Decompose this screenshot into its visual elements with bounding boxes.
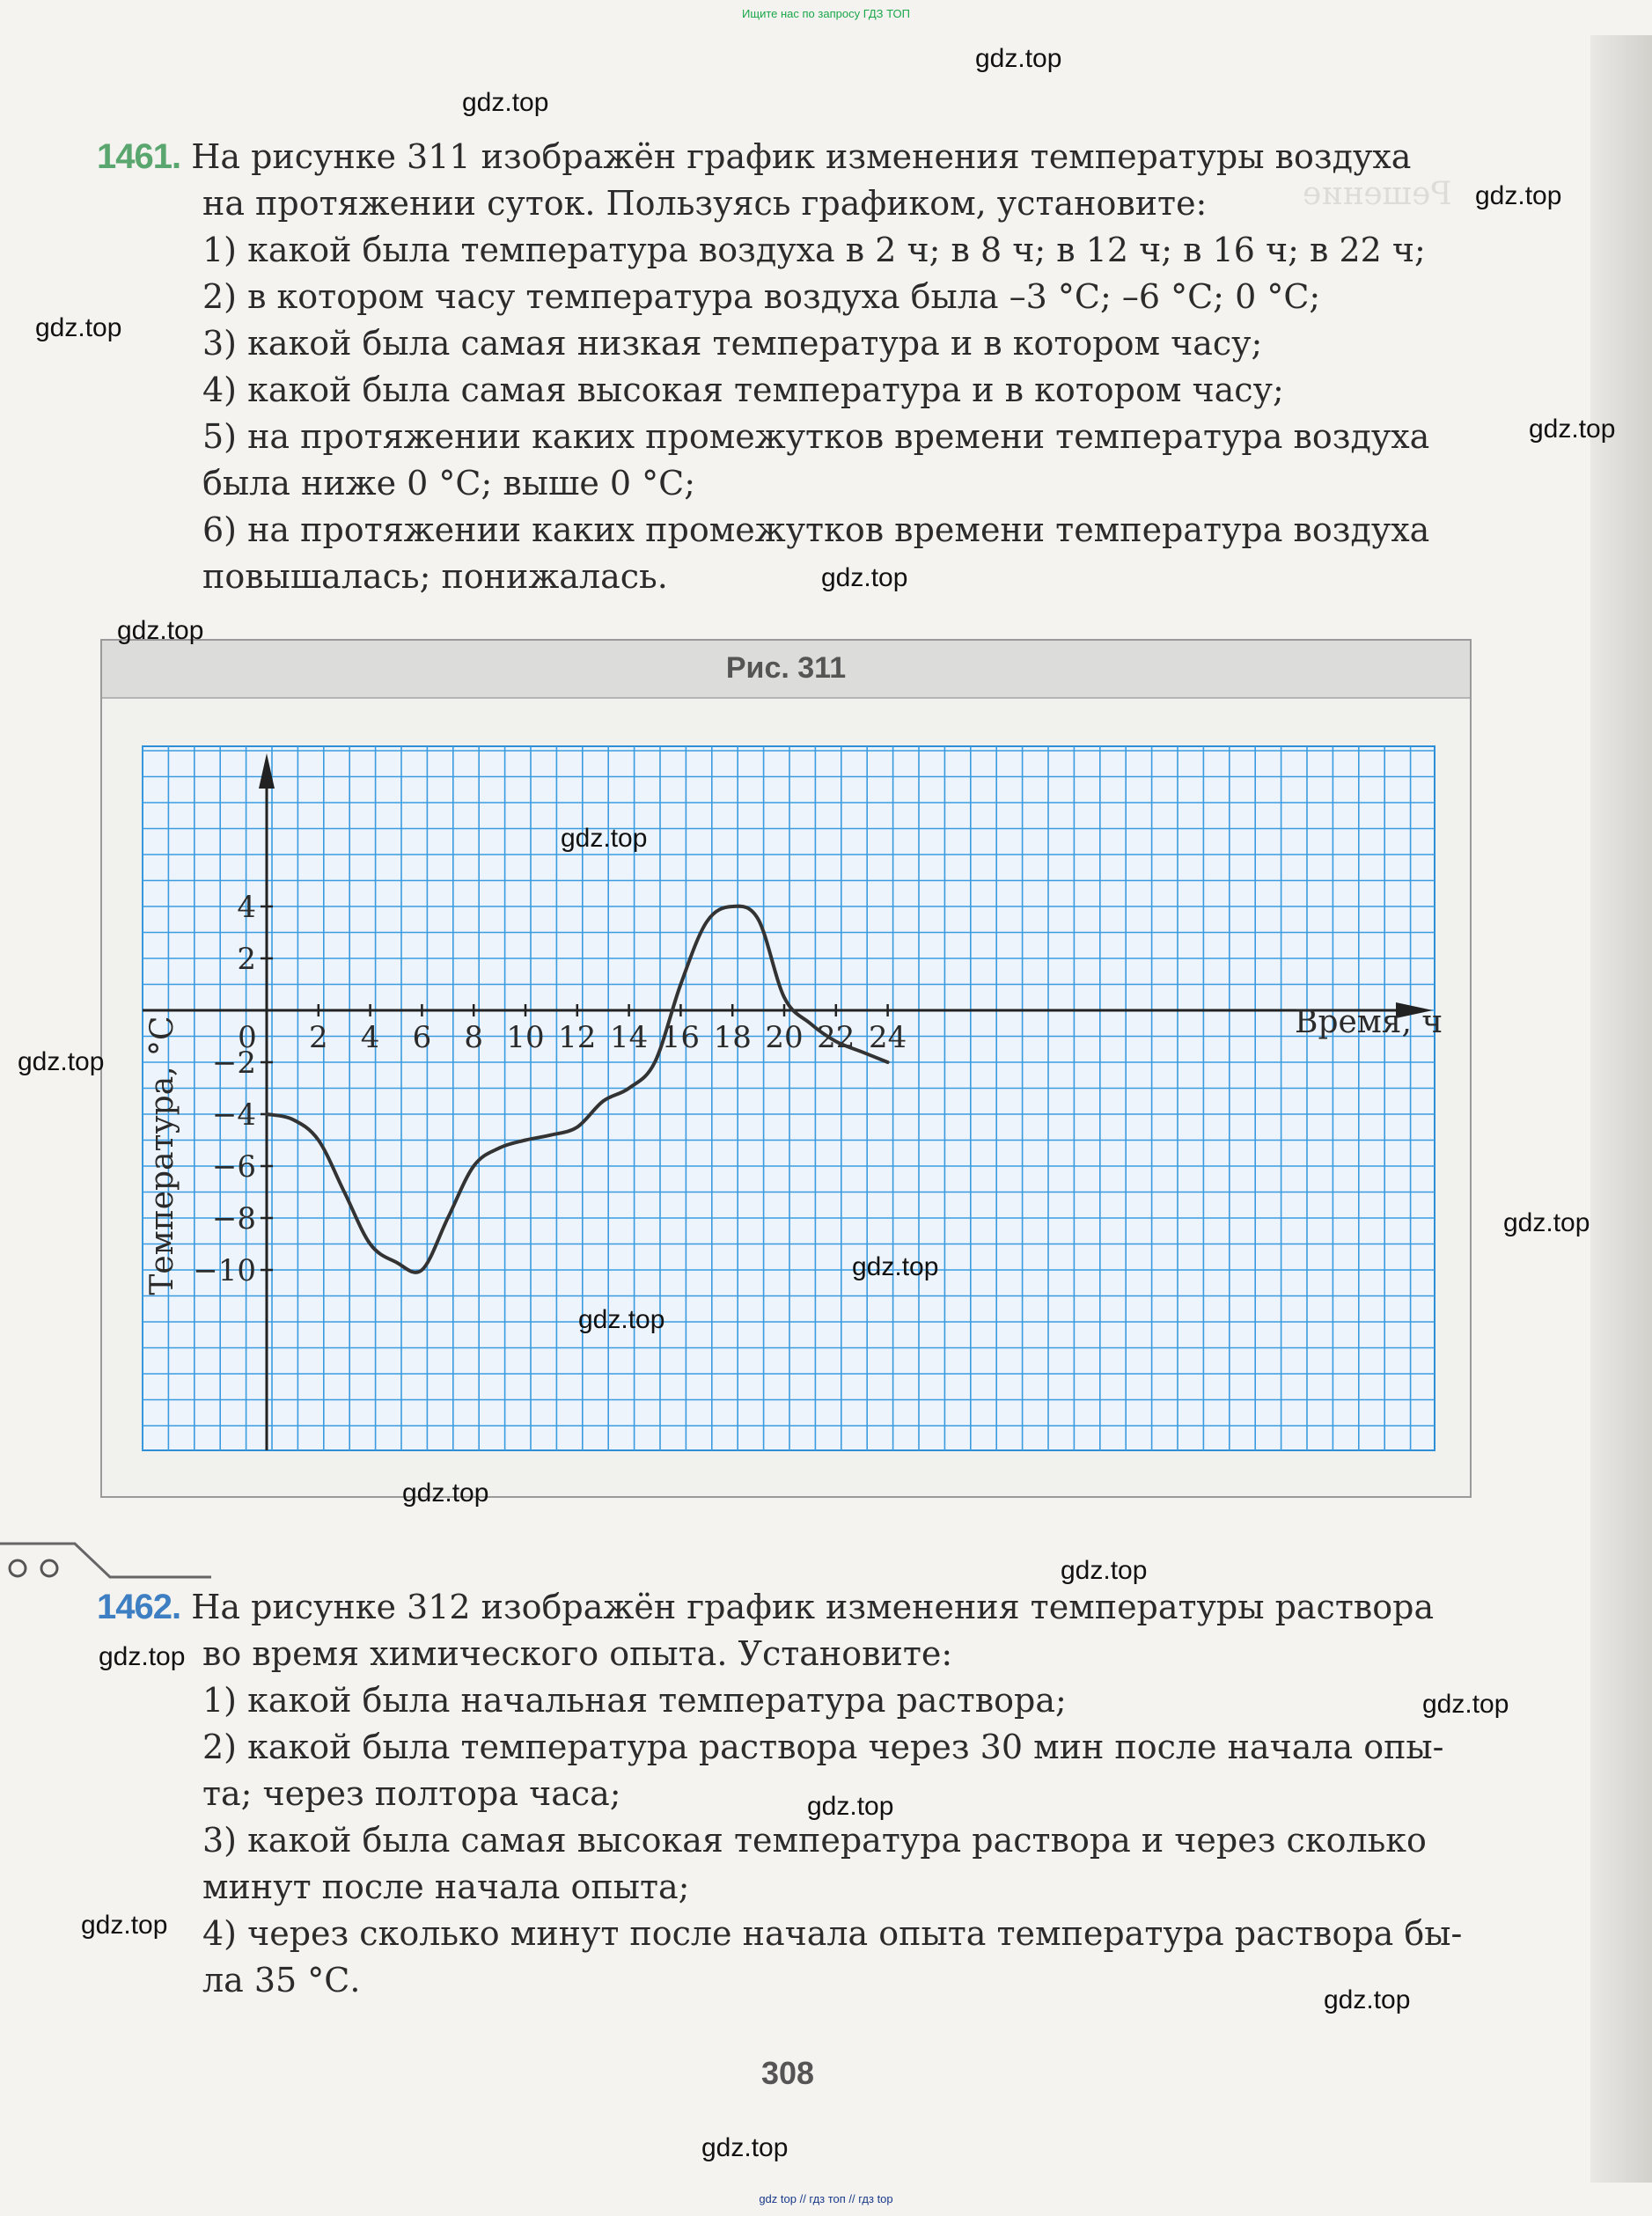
- problem-1461-line: [97, 134, 1411, 180]
- problem-1462-line: во время химического опыта. Установите:: [202, 1634, 953, 1673]
- problem-1462-line: 4) через сколько минут после начала опыта температура раствора бы-: [202, 1914, 1463, 1953]
- watermark: gdz.top: [1422, 1690, 1509, 1719]
- x-tick-label: 2: [308, 1020, 328, 1055]
- problem-1461-number: 1461.: [97, 137, 181, 176]
- watermark: gdz.top: [99, 1642, 186, 1671]
- watermark: gdz.top: [1503, 1208, 1590, 1237]
- problem-1462-line: [97, 1584, 1434, 1631]
- x-tick-label: 0: [238, 1020, 257, 1055]
- bottom-banner[interactable]: gdz top // гдз топ // гдз top: [759, 2192, 893, 2205]
- watermark: gdz.top: [1324, 1985, 1411, 2014]
- x-axis-label: Время, ч: [1295, 1004, 1443, 1040]
- problem-1461-line-text: На рисунке 311 изображён график изменения температуры воздуха: [191, 137, 1412, 176]
- watermark: gdz.top: [1061, 1556, 1148, 1585]
- problem-1461-line: 4) какой была самая высокая температура и в котором часу;: [202, 371, 1284, 409]
- watermark: gdz.top: [117, 616, 204, 645]
- problem-1462-line: 1) какой была начальная температура раствора;: [202, 1681, 1067, 1720]
- problem-1462-line: 3) какой была самая высокая температура раствора и через сколько: [202, 1821, 1427, 1860]
- y-tick-label: −6: [211, 1149, 256, 1185]
- problem-1461-line: 3) какой была самая низкая температура и в котором часу;: [202, 324, 1263, 363]
- figure-311: [100, 639, 1472, 1498]
- problem-1461-line: 2) в котором часу температура воздуха была –3 °С; –6 °С; 0 °С;: [202, 277, 1321, 316]
- problem-1461-line: на протяжении суток. Пользуясь графиком, установите:: [202, 184, 1208, 223]
- figure-title: Рис. 311: [725, 651, 847, 685]
- x-tick-label: 8: [464, 1020, 484, 1055]
- watermark: gdz.top: [1529, 415, 1616, 444]
- y-tick-label: −8: [211, 1201, 256, 1236]
- watermark: gdz.top: [18, 1047, 105, 1076]
- x-tick-label: 24: [868, 1020, 907, 1055]
- problem-1461-line: была ниже 0 °С; выше 0 °С;: [202, 464, 696, 503]
- page-number: 308: [760, 2055, 815, 2091]
- watermark: gdz.top: [821, 563, 908, 592]
- watermark: gdz.top: [578, 1305, 665, 1334]
- y-axis-label: Температура, °С: [144, 1016, 180, 1295]
- chart-grid-background: [143, 746, 1435, 1450]
- show-through-text: Решение: [1303, 176, 1452, 212]
- y-tick-label: −2: [211, 1046, 256, 1081]
- y-tick-label: −4: [211, 1097, 256, 1133]
- watermark: gdz.top: [462, 88, 549, 117]
- watermark: gdz.top: [35, 313, 122, 342]
- temperature-chart: [102, 641, 1470, 1496]
- watermark: gdz.top: [1475, 181, 1562, 210]
- watermark: gdz.top: [701, 2133, 789, 2162]
- watermark: gdz.top: [402, 1479, 489, 1508]
- x-tick-label: 6: [412, 1020, 432, 1055]
- x-tick-label: 16: [661, 1020, 701, 1055]
- problem-1462-number: 1462.: [97, 1588, 181, 1626]
- x-tick-label: 14: [609, 1020, 649, 1055]
- y-tick-label: −10: [193, 1253, 256, 1288]
- problem-1462-line-text: На рисунке 312 изображён график изменения температуры раствора: [191, 1588, 1435, 1626]
- watermark: gdz.top: [852, 1252, 939, 1281]
- x-tick-label: 20: [765, 1020, 804, 1055]
- x-tick-label: 18: [713, 1020, 752, 1055]
- y-tick-label: 2: [237, 942, 256, 977]
- page-edge-shadow: [1590, 35, 1652, 2183]
- y-tick-label: 4: [237, 890, 256, 925]
- problem-1462-line: минут после начала опыта;: [202, 1867, 690, 1906]
- margin-tab-decoration: [0, 1542, 211, 1586]
- problem-1462: [97, 1584, 1479, 2007]
- x-tick-label: 10: [506, 1020, 545, 1055]
- x-tick-label: 22: [817, 1020, 855, 1055]
- watermark: gdz.top: [975, 44, 1062, 73]
- problem-1461-line: 5) на протяжении каких промежутков времени температура воздуха: [202, 417, 1430, 456]
- problem-1461-line: 6) на протяжении каких промежутков времени температура воздуха: [202, 510, 1430, 549]
- x-tick-label: 4: [360, 1020, 380, 1055]
- x-tick-label: 12: [558, 1020, 597, 1055]
- watermark: gdz.top: [561, 824, 648, 853]
- watermark: gdz.top: [81, 1911, 168, 1940]
- problem-1461-line: 1) какой была температура воздуха в 2 ч; в 8 ч; в 12 ч; в 16 ч; в 22 ч;: [202, 231, 1426, 269]
- problem-1461-line: повышалась; понижалась.: [202, 557, 668, 596]
- problem-1462-line: 2) какой была температура раствора через 30 мин после начала опы-: [202, 1728, 1444, 1766]
- problem-1462-line: та; через полтора часа;: [202, 1774, 621, 1813]
- problem-1461: [97, 134, 1479, 600]
- top-banner[interactable]: Ищите нас по запросу ГДЗ ТОП: [742, 7, 910, 20]
- problem-1462-line: ла 35 °С.: [202, 1961, 361, 2000]
- watermark: gdz.top: [807, 1792, 894, 1821]
